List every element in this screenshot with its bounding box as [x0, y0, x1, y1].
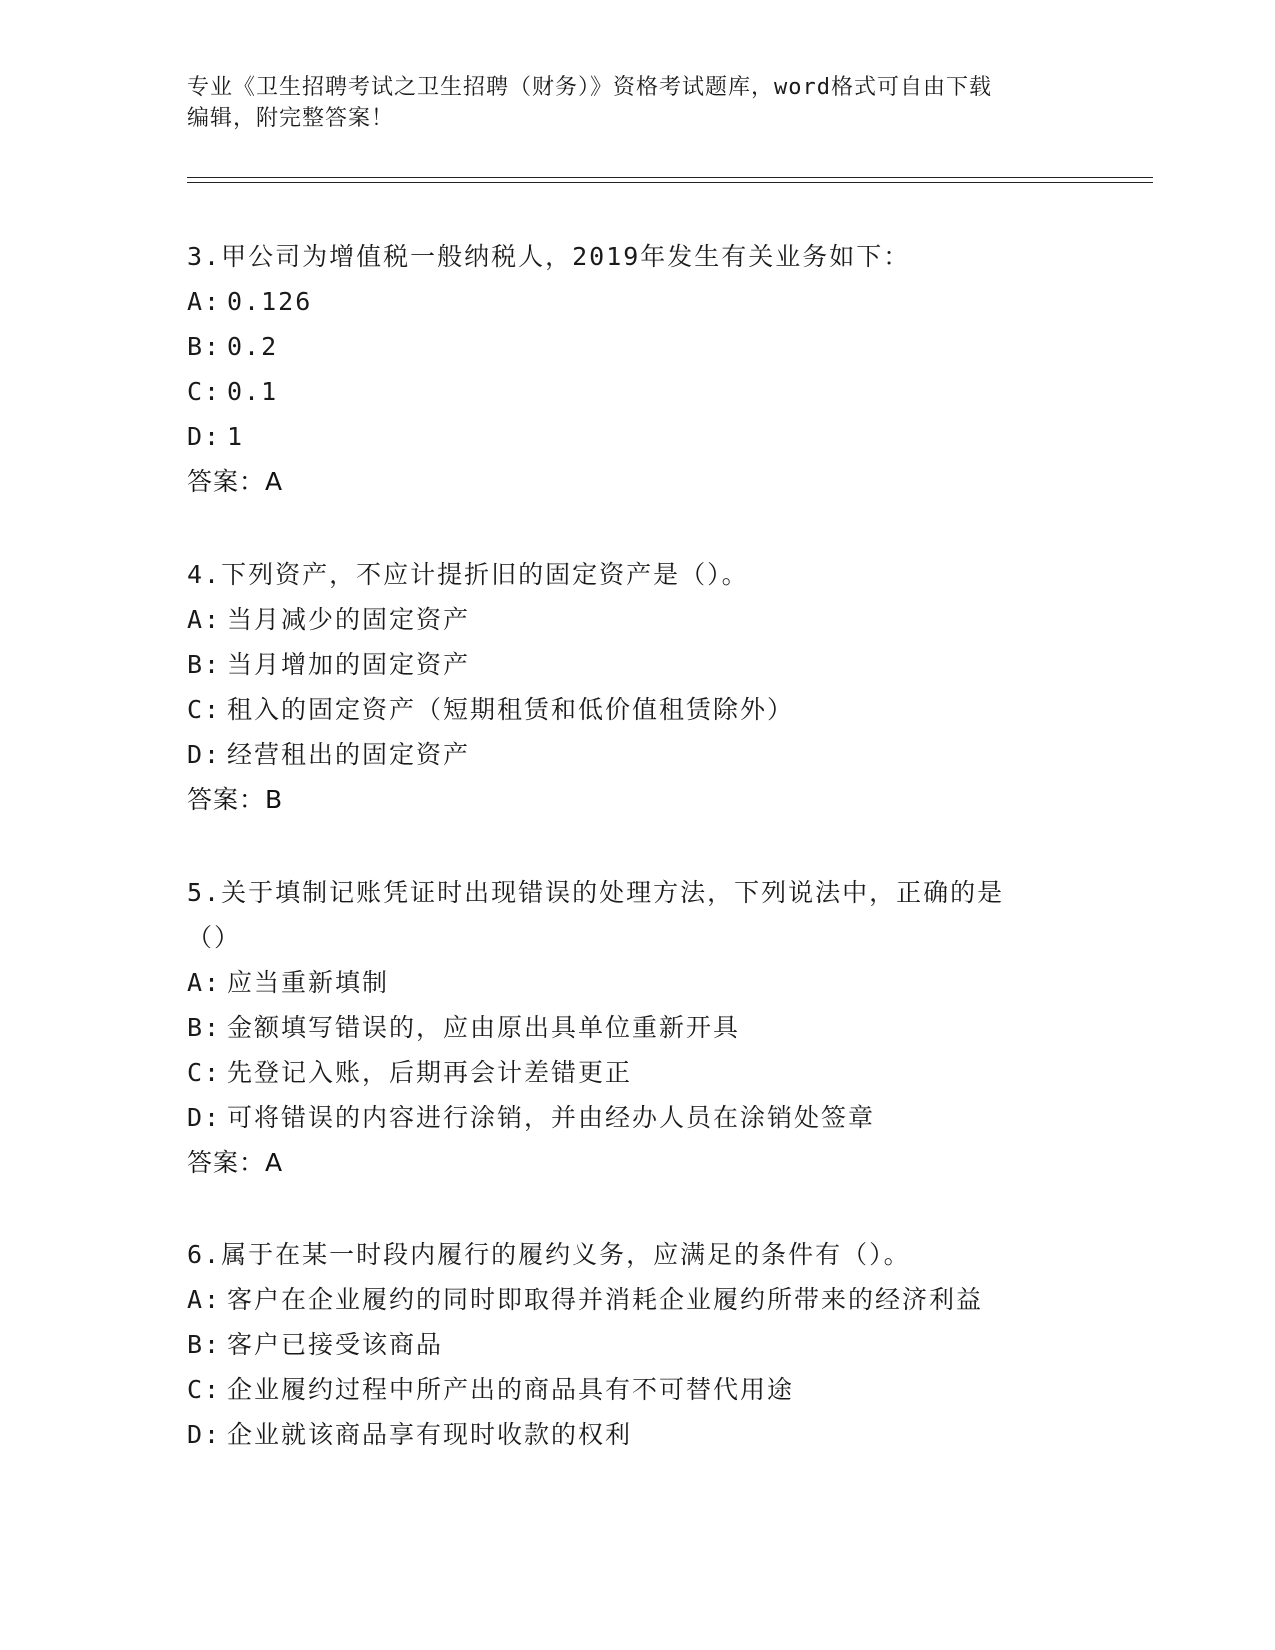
question-5 — [187, 870, 1087, 1185]
question-stem: 3.甲公司为增值税一般纳税人，2019年发生有关业务如下： — [187, 242, 911, 271]
option-text: 企业就该商品享有现时收款的权利 — [227, 1420, 633, 1449]
option-text: 先登记入账，后期再会计差错更正 — [227, 1058, 633, 1087]
option-b — [187, 1322, 1087, 1367]
option-key: B: — [187, 650, 222, 679]
option-text: 应当重新填制 — [227, 968, 390, 997]
header-line-1: 专业《卫生招聘考试之卫生招聘（财务）》资格考试题库，word格式可自由下载 — [187, 75, 992, 100]
option-c — [187, 1367, 1087, 1412]
option-text: 0.2 — [227, 332, 279, 361]
option-key: B: — [187, 1013, 222, 1042]
answer-label: 答案：A — [187, 467, 284, 496]
option-key: C: — [187, 695, 222, 724]
option-text: 企业履约过程中所产出的商品具有不可替代用途 — [227, 1375, 795, 1404]
option-text: 客户已接受该商品 — [227, 1330, 444, 1359]
option-d — [187, 414, 1087, 459]
question-stem: 6.属于在某一时段内履行的履约义务，应满足的条件有（）。 — [187, 1240, 911, 1269]
option-d — [187, 1412, 1087, 1457]
header-divider-top — [187, 177, 1153, 178]
option-b — [187, 1005, 1087, 1050]
option-c — [187, 687, 1087, 732]
option-a — [187, 1277, 1087, 1322]
option-text: 当月减少的固定资产 — [227, 605, 471, 634]
option-key: A: — [187, 1285, 222, 1314]
header-divider-bottom — [187, 182, 1153, 183]
option-text: 0.126 — [227, 287, 313, 316]
option-key: D: — [187, 740, 222, 769]
question-stem — [187, 870, 1087, 960]
option-key: D: — [187, 422, 222, 451]
option-a — [187, 960, 1087, 1005]
option-key: C: — [187, 1375, 222, 1404]
option-text: 可将错误的内容进行涂销，并由经办人员在涂销处签章 — [227, 1103, 876, 1132]
option-a — [187, 597, 1087, 642]
question-3 — [187, 234, 1087, 504]
option-key: B: — [187, 332, 222, 361]
question-4 — [187, 552, 1087, 822]
document-header — [187, 72, 1087, 134]
option-text: 金额填写错误的，应由原出具单位重新开具 — [227, 1013, 741, 1042]
option-text: 租入的固定资产（短期租赁和低价值租赁除外） — [227, 695, 795, 724]
option-key: A: — [187, 287, 222, 316]
header-line-2: 编辑，附完整答案！ — [187, 106, 395, 131]
option-key: A: — [187, 605, 222, 634]
option-d — [187, 732, 1087, 777]
option-text: 客户在企业履约的同时即取得并消耗企业履约所带来的经济利益 — [227, 1285, 984, 1314]
option-key: C: — [187, 1058, 222, 1087]
question-6 — [187, 1232, 1087, 1457]
option-d — [187, 1095, 1087, 1140]
option-c — [187, 1050, 1087, 1095]
question-stem-line-1: 5.关于填制记账凭证时出现错误的处理方法，下列说法中，正确的是 — [187, 878, 1005, 907]
option-key: A: — [187, 968, 222, 997]
option-b — [187, 642, 1087, 687]
option-c — [187, 369, 1087, 414]
option-key: D: — [187, 1420, 222, 1449]
option-b — [187, 324, 1087, 369]
answer-label: 答案：A — [187, 1148, 284, 1177]
option-text: 经营租出的固定资产 — [227, 740, 471, 769]
question-stem: 4.下列资产，不应计提折旧的固定资产是（）。 — [187, 560, 749, 589]
option-a — [187, 279, 1087, 324]
option-text: 1 — [227, 422, 245, 451]
option-key: B: — [187, 1330, 222, 1359]
question-stem-line-2: （） — [187, 923, 242, 952]
option-key: D: — [187, 1103, 222, 1132]
option-key: C: — [187, 377, 222, 406]
option-text: 当月增加的固定资产 — [227, 650, 471, 679]
answer-label: 答案：B — [187, 785, 284, 814]
option-text: 0.1 — [227, 377, 279, 406]
